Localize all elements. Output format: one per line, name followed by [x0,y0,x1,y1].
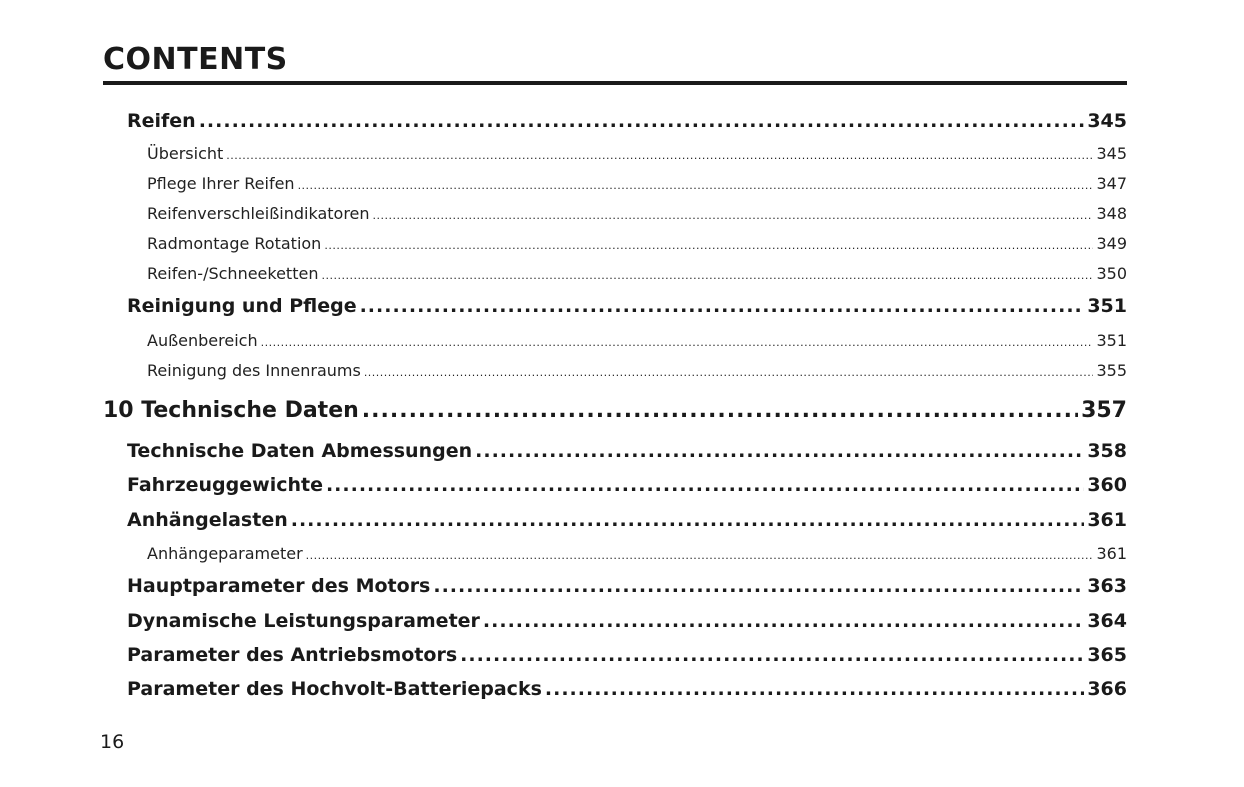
toc-entry-label: Parameter des Hochvolt-Batteriepacks [127,678,542,700]
toc-entry-section[interactable] [127,474,1127,502]
toc-entry-sub[interactable] [147,144,1127,168]
toc-entry-sub[interactable] [147,264,1127,288]
toc-entry-page: 361 [1096,544,1127,563]
toc-leader-dots [324,239,1093,252]
toc-entry-sub[interactable] [147,361,1127,385]
toc-entry-page: 361 [1087,509,1127,531]
toc-entry-page: 364 [1087,610,1127,632]
toc-entry-section[interactable] [127,509,1127,537]
toc-entry-sub[interactable] [147,204,1127,228]
toc-leader-dots [483,610,1084,632]
toc-entry-sub[interactable] [147,544,1127,568]
toc-entry-page: 351 [1087,295,1127,317]
toc-entry-label: Dynamische Leistungsparameter [127,610,480,632]
toc-leader-dots [433,575,1084,597]
toc-entry-page: 366 [1087,678,1127,700]
toc-leader-dots [475,440,1084,462]
toc-entry-page: 358 [1087,440,1127,462]
toc-entry-label: Außenbereich [147,331,258,350]
toc-entry-page: 365 [1087,644,1127,666]
toc-leader-dots [199,110,1085,132]
toc-entry-label: Reifenverschleißindikatoren [147,204,370,223]
toc-entry-label: Radmontage Rotation [147,234,322,253]
toc-entry-label: Hauptparameter des Motors [127,575,431,597]
toc-entry-label: Pflege Ihrer Reifen [147,174,295,193]
toc-entry-section[interactable] [127,440,1127,468]
toc-leader-dots [291,509,1085,531]
toc-leader-dots [360,295,1085,317]
toc-entry-label: Reifen [127,110,196,132]
toc-leader-dots [306,549,1094,562]
toc-entry-label: Übersicht [147,144,224,163]
toc-leader-dots [373,209,1094,222]
toc-entry-page: 363 [1087,575,1127,597]
toc-entry-sub[interactable] [147,174,1127,198]
page-title: CONTENTS [103,42,288,77]
toc-entry-page: 347 [1096,174,1127,193]
page-number: 16 [100,731,125,753]
toc-entry-page: 345 [1087,110,1127,132]
toc-entry-section[interactable] [127,110,1127,138]
toc-leader-dots [298,179,1094,192]
toc-leader-dots [321,269,1093,282]
toc-entry-label: Technische Daten Abmessungen [127,440,473,462]
toc-entry-section[interactable] [127,678,1127,706]
toc-entry-section[interactable] [127,295,1127,323]
toc-entry-chapter[interactable] [103,398,1127,430]
toc-entry-label: 10 Technische Daten [103,398,359,423]
toc-leader-dots [261,336,1094,349]
toc-entry-label: Anhängeparameter [147,544,303,563]
toc-entry-section[interactable] [127,575,1127,603]
toc-leader-dots [364,366,1094,379]
toc-leader-dots [226,149,1093,162]
toc-entry-page: 360 [1087,474,1127,496]
toc-entry-page: 345 [1096,144,1127,163]
toc-leader-dots [326,474,1084,496]
toc-entry-label: Parameter des Antriebsmotors [127,644,458,666]
toc-entry-label: Fahrzeuggewichte [127,474,323,496]
toc-entry-section[interactable] [127,610,1127,638]
toc-entry-label: Reinigung des Innenraums [147,361,361,380]
toc-entry-sub[interactable] [147,331,1127,355]
toc-entry-label: Reifen-/Schneeketten [147,264,319,283]
toc-entry-section[interactable] [127,644,1127,672]
toc-entry-page: 351 [1096,331,1127,350]
toc-leader-dots [545,678,1084,700]
toc-leader-dots [362,398,1078,423]
toc-entry-label: Reinigung und Pflege [127,295,357,317]
toc-entry-label: Anhängelasten [127,509,288,531]
toc-entry-page: 348 [1096,204,1127,223]
toc-entry-page: 355 [1096,361,1127,380]
toc-leader-dots [460,644,1084,666]
toc-entry-page: 357 [1081,398,1127,423]
toc-entry-page: 350 [1096,264,1127,283]
toc-entry-page: 349 [1096,234,1127,253]
toc-entry-sub[interactable] [147,234,1127,258]
